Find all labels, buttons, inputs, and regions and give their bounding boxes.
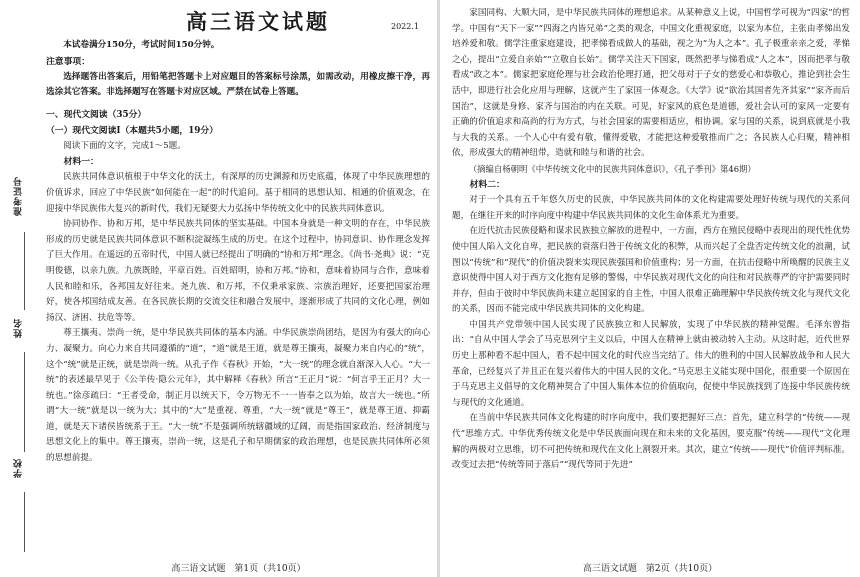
passage-paragraph: 在当前中华民族共同体文化构建的时序向度中，我们要把握好三点：首先，建立科学的“传统——现代”思维方式。中华优秀传统文化是中华民族面向现在和未来的文化基因，要克服“传统——现代”文化理解的两极对立思维，切不可把传统和现代在文化上割裂开来。其次，建立“传统——现代”价值评判标准。改变过去把“传统等同于落后”“现代等同于先进” (452, 413, 850, 471)
exam-title: 高三语文试题 (186, 9, 330, 34)
passage-paragraph: 对于一个具有五千年悠久历史的民族，中华民族共同体的文化构建需要处理好传统与现代的关系问题，在继往开来的时序向度中构建中华民族共同体的文化生命体系尤为重要。 (452, 195, 850, 221)
passage-paragraph: 协同协作、协和万邦，是中华民族共同体的坚实基础。中国本身就是一种文明的存在，中华民族形成的历史就是民族共同体意识不断积淀凝练生成的历史。在这个过程中，协同意识、协作理念发挥了巨大作用。在遥远的五帝时代，中国人就已经提出了明确的“协和万邦”理念。《尚书·尧典》说：“克明俊德，以亲九族。九族既睦，平章百姓。百姓昭明，协和万邦。”协和，意味着协同与合作，意味着人民和睦和乐，各邦国友好往来。尧九族、和万邦，不仅秉承家族、宗族治理好，还要把国家治理好，使各邦国结成友善。在各民族长期的交流交往和融合发展中，逐渐形成了共同的文化心理，例如扬汉、济困、扶危等等。 (46, 219, 430, 323)
section-heading: 一、现代文阅读（35分） (46, 109, 147, 120)
exam-date: 2022.1 (391, 22, 419, 31)
notice-text: 选择题答出答案后，用铅笔把答题卡上对应题目的答案标号涂黑，如需改动，用橡皮擦干净，再选涂其它答案。非选择题写在答题卡对应区域。严禁在试卷上答题。 (46, 71, 430, 98)
notice-heading: 注意事项： (46, 56, 90, 67)
reading-instruction: 阅读下面的文字，完成1～5题。 (63, 140, 186, 151)
binding-label-school: 学校 (14, 458, 24, 478)
binding-line (24, 352, 25, 452)
page-footer: 高三语文试题 第2页（共10页） (582, 564, 718, 574)
passage-paragraph: 尊王攘夷、崇尚一统，是中华民族共同体的基本内涵。中华民族崇尚团结，是因为有强大的向心力、凝聚力。向心力来自共同遵循的“道”，“道”就是王道，就是尊王攘夷，凝聚力来自内心的“统”，这个“统”就是正统，就是崇尚一统。从孔子作《春秋》开始，“大一统”的理念就自渐深入人心。“大一统”的表述最早见于《公羊传·隐公元年》，其中解释《春秋》所言“王正月”说：“何言乎王正月？大一统也。”徐彦疏曰：“王者受命，制正月以统天下，令万物无不一一皆奉之以为始，故言大一统也。”所谓“大一统”就是以一统为大；其中的“大”是重视、尊重，“大一统”就是“尊王”，就是尊王道、抑霸道，就是天下诸侯皆统系于王。“大一统”不是强调所统辖疆域的辽阔，而是指国家政治、经济制度与思想文化上的集中。尊王攘夷，崇尚一统，这是孔子和早期儒家的政治理想，也是民族共同体所必须的思想前提。 (46, 328, 430, 464)
sub-section-heading: （一）现代文阅读Ⅰ（本题共5小题，19分） (46, 125, 219, 136)
exam-info: 本试卷满分150分，考试时间150分钟。 (63, 40, 220, 50)
passage-paragraph: 家国同构、大顺大同，是中华民族共同体的理想追求。从某种意义上说，中国哲学可视为“四家”的哲学。中国有“天下一家”“四海之内皆兄弟”之类的观念，中国文化重视家庭，以家为本位，主张由孝悌出发培养爱和敬。儒学注重家庭建设，把孝悌看成做人的基础，视之为“为人之本”。孔子极重亲亲之爱，孝悌之心，提出“立爱自亲始”“立敬自长始”。儒学关注天下国家，既然把孝与悌看成“人之本”，因而把孝与敬看成“政之本”。儒家把家庭伦理与社会政治伦理打通，把父母对于子女的慈爱心和恭敬心，推论到社会生活中，即进行社会化应用与理解，这就产生了家国一体观念。《大学》说“欲治其国者先齐其家”“家齐而后国治”，这就是身修、家齐与国治的内在关联。可见，好家风的底色是道德，爱社会认可的家风一定要有正确的价值追求和高尚的行为方式，与社会国家的需要相适应，相协调。家与国的关系，说到底就是小我与大我的关系。一个人心中有爱有敬，懂得爱敬，才能把这种爱敬推而广之；各民族人心归聚，精神相依，形成强大的精神纽带，造就和睦与和谐的社会。 (452, 8, 850, 159)
page-2-content (452, 6, 850, 474)
passage-paragraph: 中国共产党带领中国人民实现了民族独立和人民解放，实现了中华民族的精神觉醒。毛泽东曾指出：“自从中国人学会了马克思列宁主义以后，中国人在精神上就由被动转入主动。从这时起，近代世界历史上那种看不起中国人，看不起中国文化的时代应当完结了。伟大的胜利的中国人民解放战争和人民大革命，已经复兴了并且正在复兴着伟大的中国人民的文化。”马克思主义能实现中国化，很重要一个原因在于马克思主义倡导的文化精神契合了中国人集体本位的价值取向，促使中华民族找到了连接中华民族传统与现代的文化通道。 (452, 319, 850, 408)
passage-paragraph: 民族共同体意识植根于中华文化的沃土，有深厚的历史渊源和历史底蕴，体现了中华民族理想的价值诉求，回应了中华民族“如何能在一起”的时代追问。基于相同的思想认知、相通的价值观念，在迎接中华民族伟大复兴的新时代，我们无疑要大力弘扬中华传统文化中的民族共同体意识。 (46, 172, 430, 214)
passage-paragraph: 在近代抗击民族侵略和谋求民族独立解放的进程中，一方面，西方在殖民侵略中表现出的现代性优势使中国人陷入文化自卑，把民族的衰落归咎于传统文化的积弊，从而兴起了全盘否定传统文化的浪潮，试图以“传统”和“现代”的价值决裂来实现民族强国和价值重构；另一方面，在抗击侵略中所唤醒的民族主义意识使得中国人对于西方文化抱有足够的警惕，中华民族对现代文化的向往和对民族尊严的守护需要同时并存，但由于彼时中华民族尚未建立起国家的自主性，中国人很难正确理解中华民族传统文化与现代文化的关系，因而不能完成中华民族共同体的文化构建。 (452, 226, 850, 315)
material-two-label: 材料二： (469, 180, 505, 191)
binding-label-name: 姓名 (14, 318, 24, 338)
source-citation: （摘编自杨朝明《中华传统文化中的民族共同体意识》，《孔子季刊》第46期） (468, 163, 756, 174)
material-one-label: 材料一： (63, 157, 99, 168)
exam-page-2 (440, 0, 860, 577)
page-footer: 高三语文试题 第1页（共10页） (171, 564, 306, 574)
binding-line (24, 232, 25, 310)
binding-line (24, 492, 25, 552)
binding-label-exam-id: 准考证号 (14, 176, 24, 216)
page-1-content (46, 6, 430, 467)
binding-strip (0, 0, 40, 577)
